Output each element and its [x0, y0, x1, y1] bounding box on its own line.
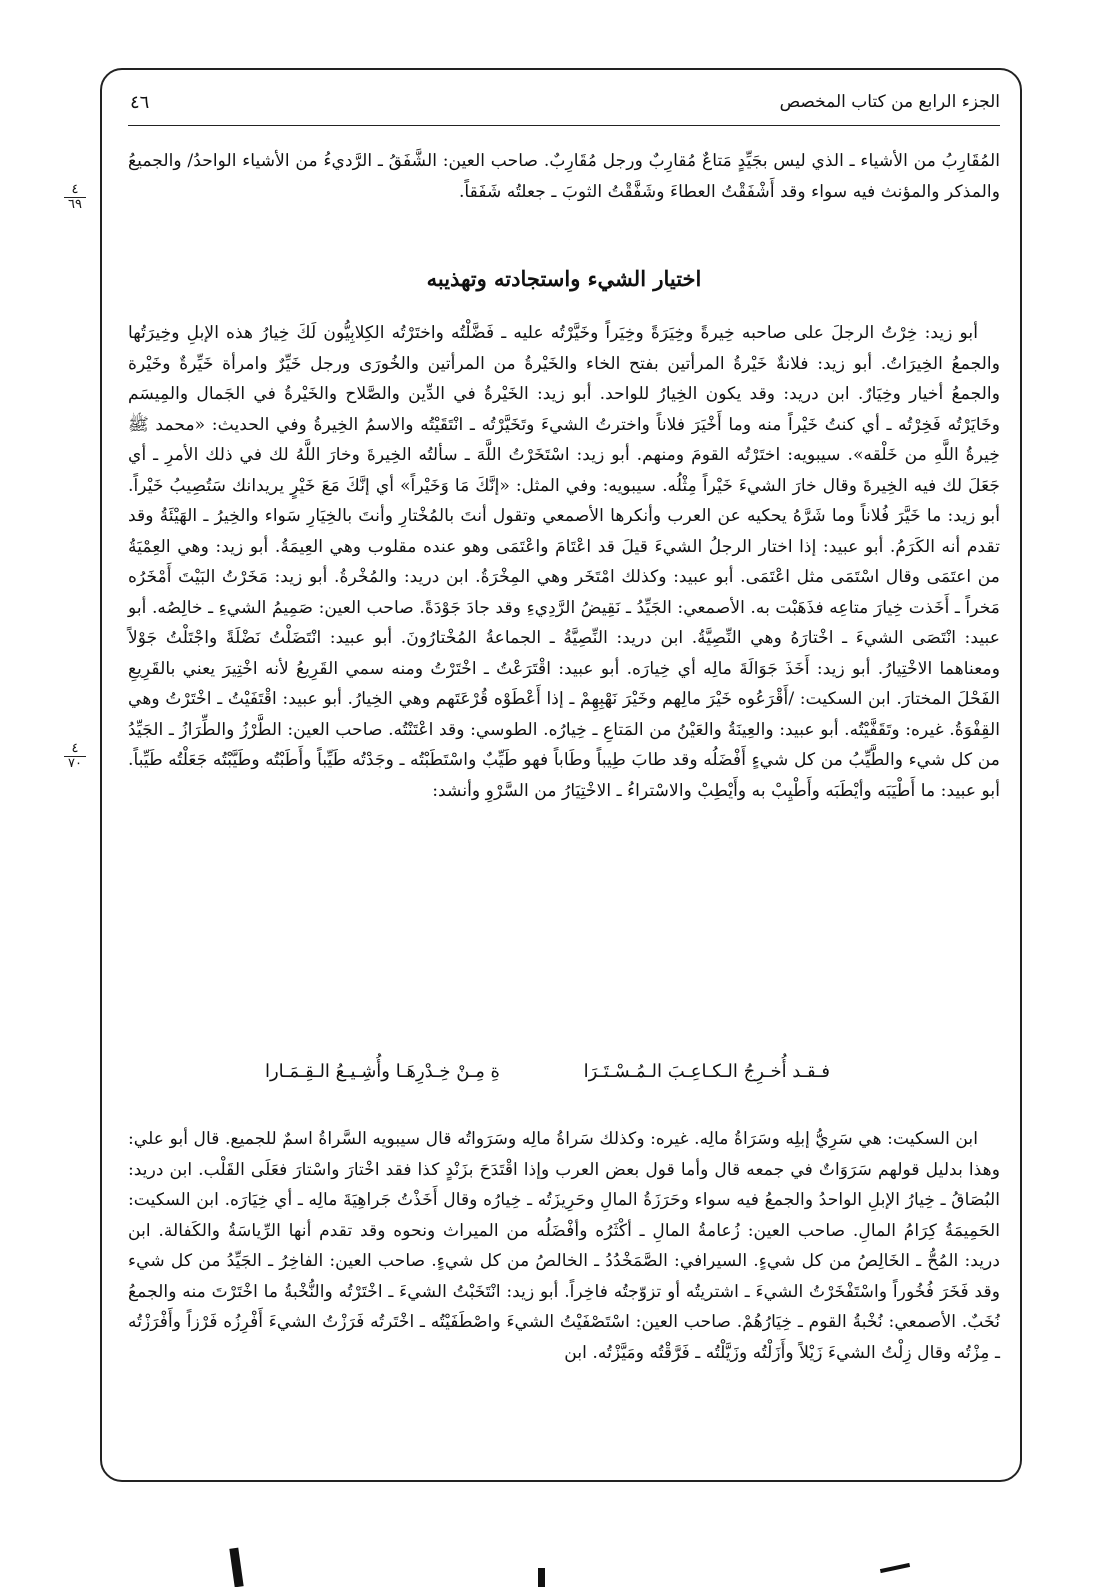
page-header: [130, 92, 1000, 120]
margin-ref-page: ٦٩: [68, 197, 82, 212]
margin-ref-page: ٧٠: [68, 756, 82, 771]
scan-mark: [538, 1568, 545, 1587]
running-title: الجزء الرابع من كتاب المخصص: [779, 92, 1000, 112]
margin-reference: [64, 742, 86, 771]
paragraph-continued: ابن السكيت: هي سَرِيُّ إبلِه وسَرَاةُ مالِه. غيره: وكذلك سَراةُ مالِه وسَرَواتُه قال سيبويه السَّراةُ اسمٌ للجميع. قال أبو علي: وهذا بدليل قولهم سَرَوَاتٌ في جمعه قال وأما قول بعض العرب وإذا اقْتَدَحَ بزَنْدٍ كذا فقد اخْتارَ واسْتارَ فعَلَى القَلْب. ابن دريد: البُصَاقُ ـ خِيارُ الإبلِ الواحدُ والجمعُ فيه سواء وحَرَزَةُ المالِ وحَرِيزَتُه ـ خِيارُه وقال أَخَذْتُ جَراهِيَةَ مالِه ـ أي خِيَارَه. ابن السكيت: الحَمِيمَةُ كِرَامُ المالِ. صاحب العين: زُعامةُ المالِ ـ أكْثَرُه وأفْضَلُه من الميراث ونحوه وقد تقدم أنها الرِّياسَةُ والكَفالة. ابن دريد: المُحُّ ـ الخَالِصُ من كل شيءٍ. السيرافي: الصَّمَخْدُدُ ـ الخالصُ من كل شيءٍ. صاحب العين: الفاخِرُ ـ الجَيِّدُ من كل شيء وقد فَخَرَ فُخُوراً واسْتَفْخَرْتُ الشيءَ ـ اشتريتُه أو تزوّجتُه فاخِراً. أبو زيد: انْتَخَبْتُ الشيءَ ـ اخْتَرْتُه والنُّخْبةُ ما اخْتَرْتَ منه والجمعُ نُخَبٌ. الأصمعي: نُخْبةُ القوم ـ خِيَارُهُمْ. صاحب العين: اسْتَصْفَيْتُ الشيءَ واصْطَفَيْتُه ـ اخْتَرتُه فَرَزْتُ الشيءَ أَفْرِزُه فَرْزاً وأَفْرَزْتُه ـ مِزْتُه وقال زِلْتُ الشيءَ زَيْلاً وأَزَلْتُه وزَيَّلْتُه ـ فَرَّقْتُه ومَيَّزْتُه. ابن: [128, 1129, 1000, 1363]
scan-mark: [880, 1563, 910, 1573]
verse-hemistich-first: فـقـد أُخـرِجُ الـكـاعِـبَ الـمُـسْـتَـرَا: [583, 1061, 830, 1082]
page-number: ٤٦: [130, 92, 150, 113]
scan-mark: [229, 1548, 243, 1587]
margin-ref-volume: ٤: [64, 742, 86, 757]
verse-hemistich-second: ةِ مِـنْ خِـدْرِهَـا وأُشِـيـعُ الـقِـمَـارا: [264, 1061, 500, 1082]
paragraph-intro: المُقَارِبُ من الأشياء ـ الذي ليس بجَيِّدٍ مَتاعٌ مُقارِبٌ ورجل مُقَارِبٌ. صاحب العين: الشَّفَقُ ـ الرَّديءُ من الأشياء الواحدُ/ والجميعُ والمذكر والمؤنث فيه سواء وقد أَشْفَقْتُ العطاءَ وشَفَّقْتُ الثوبَ ـ جعلتُه شَفَقاً.: [128, 151, 1000, 202]
margin-ref-volume: ٤: [64, 183, 86, 198]
paragraph-main: أبو زيد: خِرْتُ الرجلَ على صاحبه خِيرةً وخِيَرَةً وخِيَراً وخَيَّرْتُه عليه ـ فَضَّلْتُه واختَرْتُه الكِلابِيُّون لَكَ خِيارُ هذه الإبلِ وخِيرَتُها والجمعُ الخِيرَاتُ. أبو زيد: فلانةٌ خَيْرةُ المرأتين بفتح الخاء والخَيْرةُ من المرأتين والخُورَى ورجل خَيِّرٌ وامرأة خَيِّرةٌ وخَيْرة والجمعُ أخيار وخِيَارٌ. ابن دريد: وقد يكون الخِيارُ للواحد. أبو زيد: الخَيْرةُ في الدِّين والصَّلاح والخَيْرةُ في الجَمال والمِيسَم وخَايَرْتُه فَخِرْتُه ـ أي كنتُ خَيْراً منه وما أَخْيَرَ فلاناً واخترتُ الشيءَ وتَخَيَّرْتُه ـ انْتَقَيْتُه والاسمُ الخِيرةُ وفي الحديث: «محمد ﷺ خِيرةُ اللَّهِ من خَلْقه». سيبويه: اختَرْتُه القومَ ومنهم. أبو زيد: اسْتَخَرْتُ اللَّهَ ـ سألتُه الخِيرةَ وخارَ اللَّهُ لك في ذلك الأمرِ ـ أي جَعَلَ لك فيه الخِيرةَ وقال خارَ الشيءَ خَيْراً مِثْلُه. سيبويه: وفي المثل: «إنَّكَ مَا وَخَيْراً» أي إنَّكَ مَعَ خَيْرٍ يريدانك سَتُصِيبُ خَيْراً. أبو زيد: ما خَيَّرَ فُلاناً وما شَرَّهُ يحكيه عن العرب وأنكرها الأصمعي وتقول أنتَ بالمُخْتارِ وأنتَ بالخِيَارِ سَواء والخِيرُ ـ الهَيْئَةُ وقد تقدم أنه الكَرَمُ. أبو عبيد: إذا اختار الرجلُ الشيءَ قيلَ قد اعْتَامَ واعْتَمَى وهو عنده مقلوب وهي العِيمَةُ. أبو زيد: وهي العِمْيَةُ من اعتَمَى وقال اسْتَمَى مثل اعْتَمَى. أبو عبيد: وكذلك امْتَخَر وهي المِخْرَةُ. ابن دريد: والمُخْرةُ. أبو زيد: مَخَرْتُ البَيْتَ أَمْخَرُه مَخراً ـ أَخَذت خِيارَ متاعِه فذَهَبْت به. الأصمعي: الجَيِّدُ ـ نَقِيضُ الرَّدِيءِ وقد جادَ جَوْدَةً. صاحب العين: صَمِيمُ الشيءِ ـ خالِصُه. أبو عبيد: انْتَصَى الشيءَ ـ اخْتارَهُ وهي النِّصِيَّةُ. ابن دريد: النِّصِيَّةُ ـ الجماعةُ المُخْتارُونَ. أبو عبيد: انْتَضَلْتُ نَضْلَةً واجْتَلْتُ جَوْلاً ومعناهما الاخْتِيارُ. أبو زيد: أَخَذَ جَوَالَةَ مالِه أي خِيارَه. أبو عبيد: اقْتَرَعْتُ ـ اخْتَرْتُ ومنه سمي القَرِيعُ لأنه اخْتِيرَ يعني بالقَرِيعِ الفَحْلَ المختارَ. ابن السكيت: /أَقْرَعُوه خَيْرَ مالِهم وخَيْرَ نَهْبِهِمْ ـ إذا أَعْطَوْه قُرْعَتَهم وهي الخِيارُ. أبو عبيد: اقْتَفَيْتُ ـ اخْتَرْتُ وهي القِفْوَةُ. غيره: وتَقَفَّيْتُه. أبو عبيد: والعِينَةُ والعَيْنُ من المَتاعِ ـ خِيارُه. الطوسي: وقد اعْتَنْتُه. صاحب العين: الطَّرْزُ والطِّرَازُ ـ الجَيِّدُ من كل شيء والطَّيِّبُ من كل شيءٍ أَفْضَلُه وقد طابَ طِيباً وطَاباً فهو طَيِّبٌ واسْتَطَبْتُه ـ وجَدْتُه طَيِّباً وأَطَبْتُه وطَيَّبْتُه جَعَلْتُه طَيِّباً. أبو عبيد: ما أَطْيَبَه وأيْطَبَه وأَطْيِبْ به وأَيْطِبْ والاسْتراءُ ـ الاخْتِيَارُ من السَّرْوِ وأنشد:: [128, 323, 1000, 801]
margin-reference: [64, 183, 86, 212]
header-rule: [128, 125, 1000, 126]
section-title: اختيار الشيء واستجادته وتهذيبه: [426, 266, 702, 291]
